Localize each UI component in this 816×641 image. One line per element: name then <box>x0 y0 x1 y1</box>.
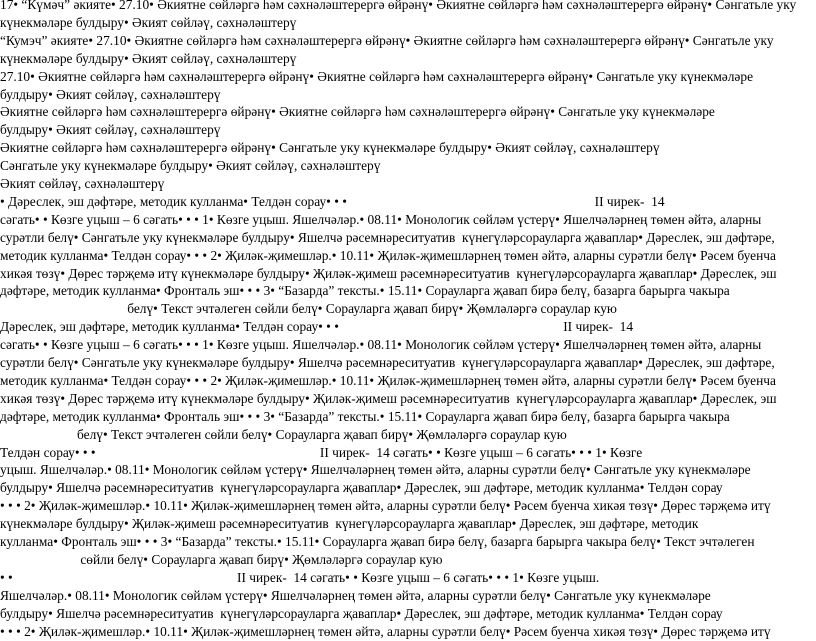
text-line: Яшелчәләр.• 08.11• Монологик сөйләм үстерү• Яшелчәләрнең төмен әйтә, аларны сурәтли белү• Сәнгатьле уку күнекмәләре <box>0 587 711 603</box>
text-line: булдыру• Яшелчә рәсемнәреситуатив күнегүләрсорауларга җаваплар• Дәреслек, эш дәфтәре, методик кулланма• Телдән сорау <box>0 480 723 496</box>
text-line: 17• “Күмәч” әкияте• 27.10• Әкиятне сөйләргә һәм сәхнәләштерергә өйрәнү• Әкиятне сөйләргә һәм сәхнәләштерергә өйрәнү• Сәнгатьле уку <box>0 0 797 12</box>
text-line: булдыру• Әкият сөйләү, сәхнәләштерү <box>0 122 221 138</box>
text-line: • • • 2• Җиләк-җимешләр.• 10.11• Җиләк-җимешләрнең төмен әйтә, аларны сурәтли белү• Рәсем буенча хикәя төзү• Дөрес тәрҗемә итү <box>0 498 771 514</box>
text-line: белү• Текст эчтәлеген сөйли белү• Сорауларга җавап бирү• Җөмләләргә сораулар кую <box>0 426 567 442</box>
text-line: сурәтли белү• Сәнгатьле уку күнекмәләре булдыру• Яшелчә рәсемнәреситуатив күнегүләрсорауларга җаваплар• Дәреслек, эш дәфтәре, <box>0 355 775 370</box>
text-line: булдыру• Яшелчә рәсемнәреситуатив күнегүләрсорауларга җаваплар• Дәреслек, эш дәфтәре, методик кулланма• Телдән сорау <box>0 605 723 621</box>
text-line: Әкиятне сөйләргә һәм сәхнәләштерергә өйрәнү• Әкиятне сөйләргә һәм сәхнәләштерергә өйрәнү• Сәнгатьле уку күнекмәләре <box>0 104 715 120</box>
text-line: сәгать• • Көзге уцыш – 6 сәгать• • • 1• Көзге уцыш. Яшелчәләр.• 08.11• Монологик сөйләм үстерү• Яшелчәләрнең төмен әйтә, аларны <box>0 211 762 227</box>
text-line: дәфтәре, методик кулланма• Фронталь эш• • • 3• “Базарда” тексты.• 15.11• Сорауларга җавап бирә белү, базарга барырга чакыра <box>0 408 730 424</box>
text-line: Дәреслек, эш дәфтәре, методик кулланма• Телдән сорау• • • II чирек- 14 <box>0 319 634 335</box>
text-line: сөйли белү• Сорауларга җавап бирү• Җөмләләргә сораулар кую <box>0 551 443 567</box>
text-line: методик кулланма• Телдән сорау• • • 2• Җиләк-җимешләр.• 10.11• Җиләк-җимешләрнең төмен әйтә, аларны сурәтли белү• Рәсем буенча <box>0 247 776 263</box>
text-line: Әкиятне сөйләргә һәм сәхнәләштерергә өйрәнү• Сәнгатьле уку күнекмәләре булдыру• Әкият сөйләү, сәхнәләштерү <box>0 140 660 156</box>
text-line: дәфтәре, методик кулланма• Фронталь эш• • • 3• “Базарда” тексты.• 15.11• Сорауларга җавап бирә белү, базарга барырга чакыра <box>0 283 730 299</box>
text-line: күнекмәләре булдыру• Җиләк-җимеш рәсемнәреситуатив күнегүләрсорауларга җаваплар• Дәреслек, эш дәфтәре, методик <box>0 516 699 532</box>
text-line: күнекмәләре булдыру• Әкият сөйләү, сәхнәләштерү <box>0 50 297 66</box>
text-line: Сәнгатьле уку күнекмәләре булдыру• Әкият сөйләү, сәхнәләштерү <box>0 158 381 174</box>
text-line: белү• Текст эчтәлеген сөйли белү• Сорауларга җавап бирү• Җөмләләргә сораулар кую <box>0 301 617 317</box>
text-line: кулланма• Фронталь эш• • • 3• “Базарда” тексты.• 15.11• Сорауларга җавап бирә белү, базарга барырга чакыра белү• Текст эчтәлеген <box>0 534 755 549</box>
text-line: методик кулланма• Телдән сорау• • • 2• Җиләк-җимешләр.• 10.11• Җиләк-җимешләрнең төмен әйтә, аларны сурәтли белү• Рәсем буенча <box>0 372 776 388</box>
text-line: хикәя төзү• Дөрес тәрҗемә итү күнекмәләре булдыру• Җиләк-җимеш рәсемнәреситуатив күнегүләрсорауларга җаваплар• Дәреслек, эш <box>0 390 777 406</box>
text-line: булдыру• Әкият сөйләү, сәхнәләштерү <box>0 86 221 102</box>
text-line: сурәтли белү• Сәнгатьле уку күнекмәләре булдыру• Яшелчә рәсемнәреситуатив күнегүләрсорауларга җаваплар• Дәреслек, эш дәфтәре, <box>0 229 775 245</box>
text-line: хикәя төзү• Дөрес тәрҗемә итү күнекмәләре булдыру• Җиләк-җимеш рәсемнәреситуатив күнегүләрсорауларга җаваплар• Дәреслек, эш <box>0 265 777 281</box>
text-line: • Дәреслек, эш дәфтәре, методик кулланма• Телдән сорау• • • II чирек- 14 <box>0 193 665 209</box>
text-line: уцыш. Яшелчәләр.• 08.11• Монологик сөйләм үстерү• Яшелчәләрнең төмен әйтә, аларны сурәтли белү• Сәнгатьле уку күнекмәләре <box>0 462 751 478</box>
text-line: • • • 2• Җиләк-җимешләр.• 10.11• Җиләк-җимешләрнең төмен әйтә, аларны сурәтли белү• Рәсем буенча хикәя төзү• Дөрес тәрҗемә итү <box>0 623 771 639</box>
text-line: “Кумэч” әкияте• 27.10• Әкиятне сөйләргә һәм сәхнәләштерергә өйрәнү• Әкиятне сөйләргә һәм сәхнәләштерергә өйрәнү• Сәнгатьле уку <box>0 32 774 48</box>
text-line: 27.10• Әкиятне сөйләргә һәм сәхнәләштерергә өйрәнү• Әкиятне сөйләргә һәм сәхнәләштерергә өйрәнү• Сәнгатьле уку күнекмәләре <box>0 68 754 84</box>
text-line: Әкият сөйләү, сәхнәләштерү <box>0 176 165 191</box>
text-line: сәгать• • Көзге уцыш – 6 сәгать• • • 1• Көзге уцыш. Яшелчәләр.• 08.11• Монологик сөйләм үстерү• Яшелчәләрнең төмен әйтә, аларны <box>0 337 762 353</box>
text-line: күнекмәләре булдыру• Әкият сөйләү, сәхнәләштерү <box>0 14 297 30</box>
text-line: • • II чирек- 14 сәгать• • Көзге уцыш – 6 сәгать• • • 1• Көзге уцыш. <box>0 569 600 585</box>
text-line: Телдән сорау• • • II чирек- 14 сәгать• • Көзге уцыш – 6 сәгать• • • 1• Көзге <box>0 444 643 460</box>
